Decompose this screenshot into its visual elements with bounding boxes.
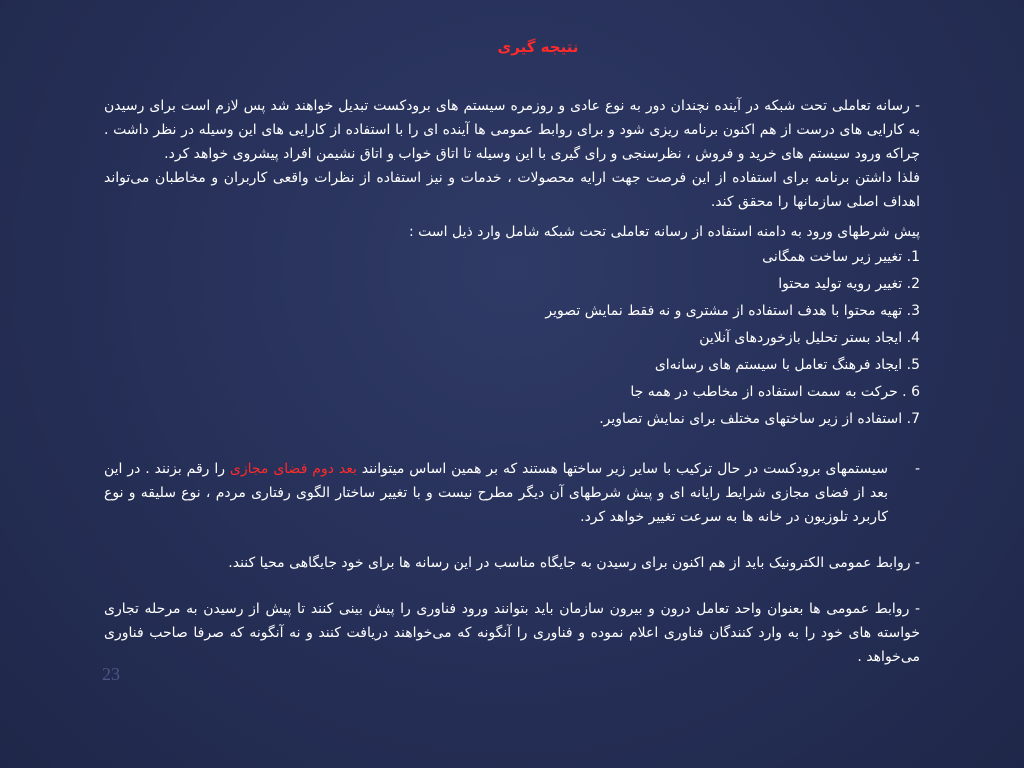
list-item: 4. ایجاد بستر تحلیل بازخوردهای آنلاین: [699, 330, 920, 346]
bullet-text-before: سیستمهای برودکست در حال ترکیب با سایر زیر ساختها هستند که بر همین اساس میتوانند: [356, 461, 888, 477]
list-item: 1. تغییر زیر ساخت همگانی: [762, 249, 920, 265]
list-item: 3. تهیه محتوا با هدف استفاده از مشتری و نه فقط نمایش تصویر: [545, 303, 920, 319]
paragraph-prerequisites: پیش شرطهای ورود به دامنه استفاده از رسانه تعاملی تحت شبکه شامل وارد ذیل است :: [409, 224, 920, 240]
paragraph-intro: - رسانه تعاملی تحت شبکه در آینده نچندان دور به نوع عادی و روزمره سیستم های برودکست تبدیل خواهند شد پس لازم است برای رسیدن به کارایی های درست از هم اکنون برنامه ریزی شود و برای روابط عمومی ها آینده ای را با استفاده از کارایی های این وسیله در نظر داشت . چراکه ورود سیستم های خرید و فروش ، نظرسنجی و رای گیری با این وسیله تا اتاق خواب و اتاق نشیمن افراد پیشروی خواهد کرد.: [104, 98, 920, 162]
paragraph-planning: فلذا داشتن برنامه برای استفاده از این فرصت جهت ارایه محصولات ، خدمات و نیز استفاده از نظرات واقعی کاربران و مخاطبان می‌تواند اهداف اصلی سازمانها را محقق کند.: [104, 170, 920, 210]
page-number: 23: [102, 664, 120, 684]
list-item: 5. ایجاد فرهنگ تعامل با سیستم های رسانه‌ای: [654, 357, 920, 373]
list-item: 6 . حرکت به سمت استفاده از مخاطب در همه جا: [630, 384, 920, 400]
list-item: 7. استفاده از زیر ساختهای مختلف برای نمایش تصاویر.: [599, 411, 920, 427]
prerequisites-list: [104, 244, 920, 433]
paragraph-pr-technology: - روابط عمومی ها بعنوان واحد تعامل درون و بیرون سازمان باید بتوانند ورود فناوری را پیش بینی کنند تا پیش از رسیدن به مرحله تجاری خواسته های خود را به وارد کنندگان فناوری اعلام نموده و فناوری را آنگونه که می‌خواهند دریافت کنند و نه آنگونه که صرفا صاحب فناوری می‌خواهد .: [104, 601, 920, 665]
bullet-dash: -: [914, 461, 920, 477]
list-item: 2. تغییر رویه تولید محتوا: [778, 276, 920, 292]
slide-title: نتیجه گیری: [497, 38, 579, 56]
highlight-second-dimension: بعد دوم فضای مجازی: [229, 461, 357, 477]
slide-content: [104, 94, 920, 669]
paragraph-electronic-pr: - روابط عمومی الکترونیک باید از هم اکنون برای رسیدن به جایگاه مناسب در این رسانه ها برای خود جایگاهی محیا کنند.: [228, 555, 920, 571]
bullet-text-after: را رقم بزنند . در این بعد از فضای مجازی شرایط رایانه ای و پیش شرطهای آن دیگر مطرح نیست و با تغییر ساختار الگوی رفتاری مردم ، نوع سلیقه و نوع کاربرد تلوزیون در خانه ها به سرعت تغییر خواهد کرد.: [104, 461, 888, 525]
paragraph-broadcast-bullet: [104, 457, 920, 529]
